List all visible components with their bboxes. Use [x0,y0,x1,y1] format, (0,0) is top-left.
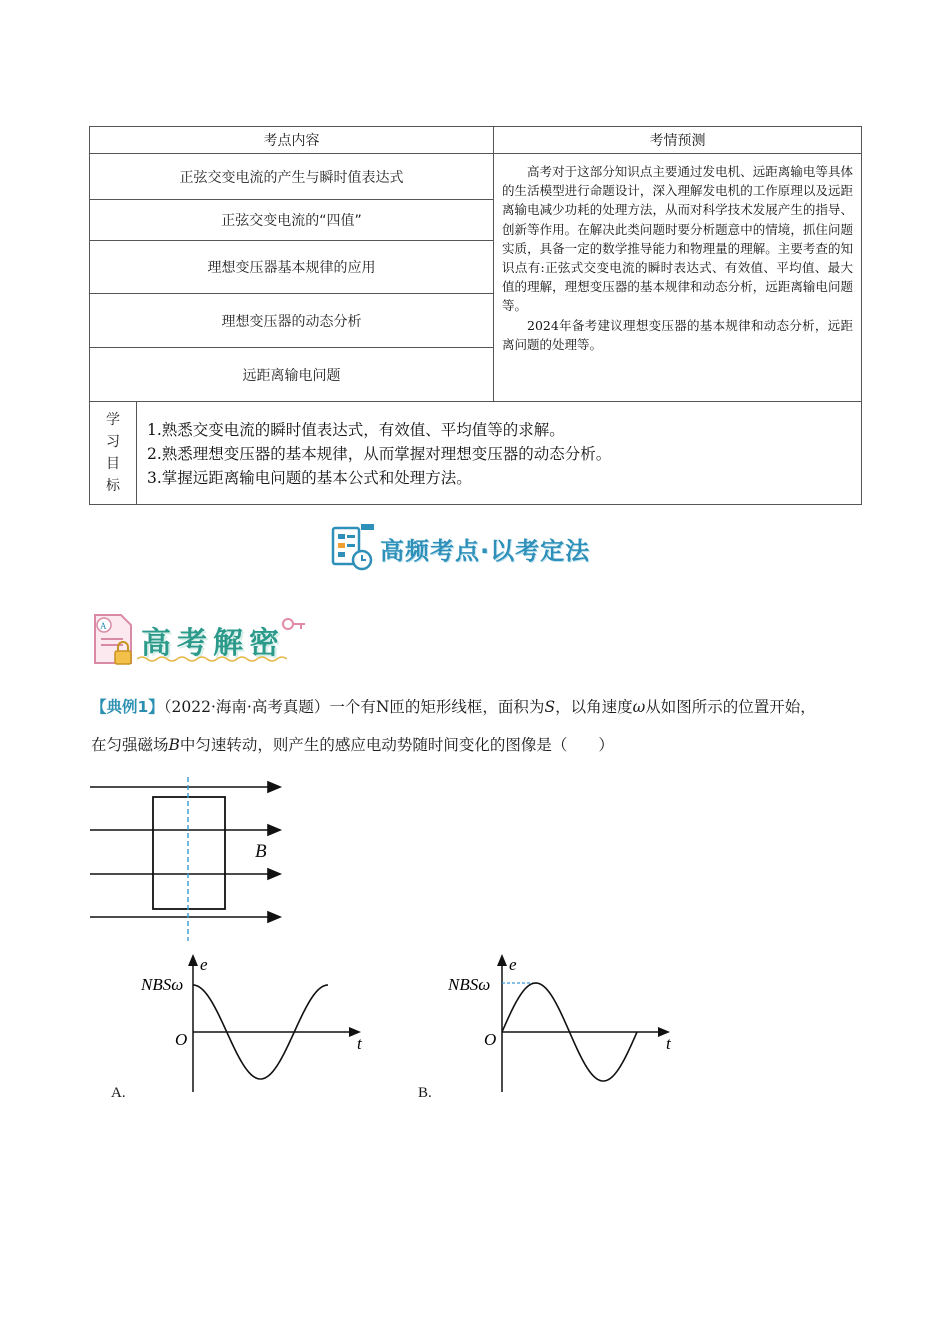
exam-overview-table [89,126,862,505]
knowledge-point-5: 远距离输电问题 [90,348,494,402]
exam-prediction-cell [494,154,862,402]
goal-3: 3.掌握远距离输电问题的基本公式和处理方法。 [147,469,472,487]
option-a-e-label: e [200,955,208,974]
field-label: B [255,841,267,862]
knowledge-point-2: 正弦交变电流的“四值” [90,200,494,241]
prediction-paragraph-1: 高考对于这部分知识点主要通过发电机、远距离输电等具体的生活模型进行命题设计，深入理解发电机的工作原理以及远距离输电减少功耗的处理方法，从而对科学技术发展产生的指导、创新等作用。在解决此类问题时要分析题意中的情境，抓住问题实质，具备一定的数学推导能力和物理量的理解。主要考查的知识点有:正弦式交变电流的瞬时表达式、有效值、平均值、最大值的理解，理想变压器的基本规律和动态分析，远距离输电问题等。 [502,164,853,314]
question-line-1: 【典例1】（2022·海南·高考真题）一个有N匝的矩形线框，面积为S，以角速度ω从如图所示的位置开始， [91,698,816,716]
magnetic-field-figure [85,775,295,943]
option-b-graph [444,952,684,1097]
question-tag: 【典例1】 [91,698,164,716]
banner-exam-decode-title: 高考解密 [141,626,285,661]
option-b-label[interactable]: B. [418,1085,432,1101]
table-header-prediction: 考情预测 [494,127,862,154]
option-a-origin: O [175,1030,188,1049]
learning-goals [137,402,862,505]
prediction-paragraph-2: 2024年备考建议理想变压器的基本规律和动态分析，远距离问题的处理等。 [502,317,853,352]
knowledge-point-4: 理想变压器的动态分析 [90,294,494,348]
table-header-content: 考点内容 [90,127,494,154]
option-b-t-label: t [666,1034,671,1053]
learning-goals-label: 学 习 目 标 [90,402,137,505]
question-line-2: 在匀强磁场B中匀速转动，则产生的感应电动势随时间变化的图像是（ ） [91,736,614,754]
clipboard-clock-icon [330,524,374,572]
option-a-graph [135,952,375,1097]
section-banner-frequent-points [330,524,590,572]
decode-underline-wave [137,655,287,663]
banner-frequent-points-title: 高频考点·以考定法 [380,536,591,565]
key-icon [281,614,307,638]
goal-2: 2.熟悉理想变压器的基本规律，从而掌握对理想变压器的动态分析。 [147,445,612,463]
option-b-e-label: e [509,955,517,974]
option-a-t-label: t [357,1034,362,1053]
option-a-y-label: NBSω [141,975,184,994]
knowledge-point-3: 理想变压器基本规律的应用 [90,241,494,294]
knowledge-point-1: 正弦交变电流的产生与瞬时值表达式 [90,154,494,200]
svg-text:A: A [100,621,107,631]
document-lock-icon [91,611,137,669]
question-source: （2022·海南·高考真题） [163,698,330,716]
rectangular-coil [153,797,225,909]
goal-1: 1.熟悉交变电流的瞬时值表达式，有效值、平均值等的求解。 [147,421,565,439]
option-b-origin: O [484,1030,497,1049]
option-b-y-label: NBSω [448,975,491,994]
option-a-label[interactable]: A. [111,1085,126,1101]
